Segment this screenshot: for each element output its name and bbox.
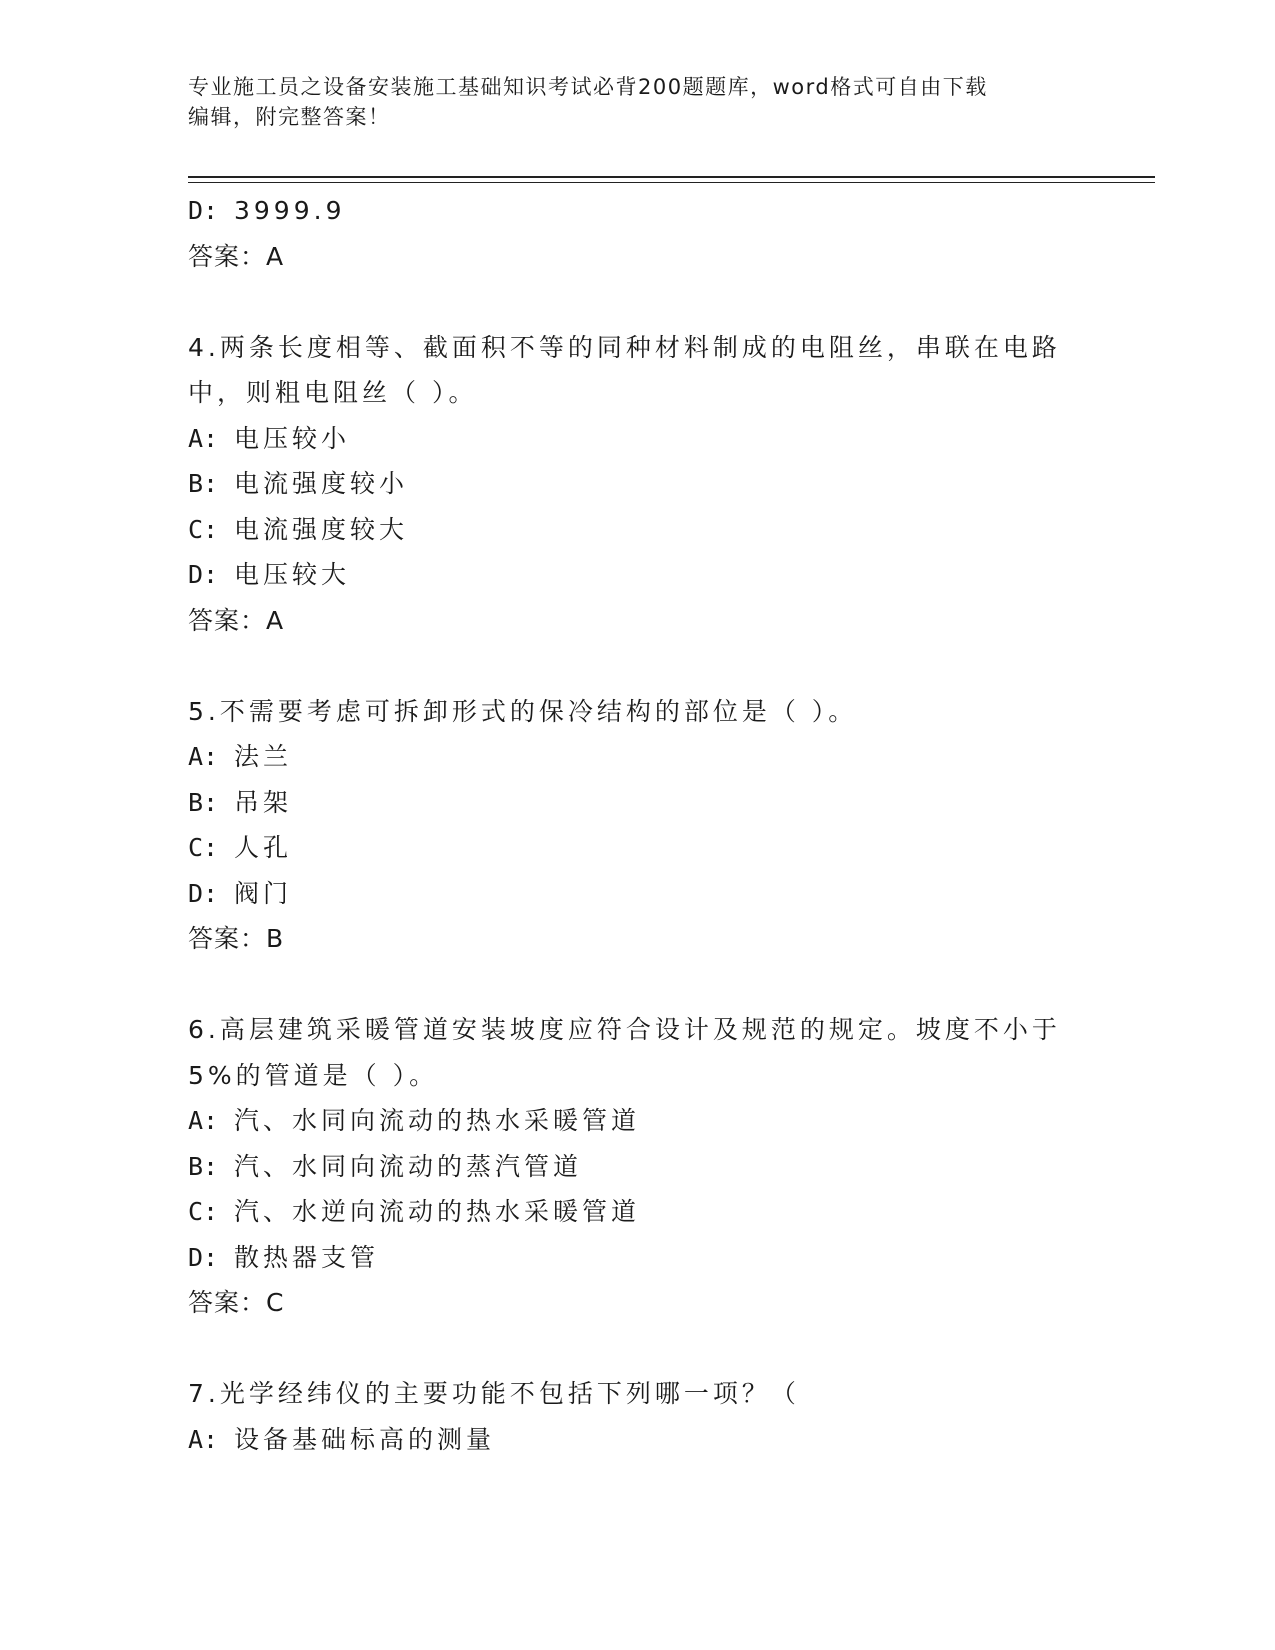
option-text: 人孔 (234, 833, 293, 862)
question-stem: 4.两条长度相等、截面积不等的同种材料制成的电阻丝，串联在电路 (188, 332, 1061, 362)
answer-label: 答案： (188, 1288, 267, 1317)
option-key: B: (188, 469, 219, 498)
option-key: B: (188, 1151, 219, 1181)
option-text: 汽、水逆向流动的热水采暖管道 (234, 1197, 641, 1226)
option-key: A: (188, 1106, 219, 1135)
spacer (188, 962, 1088, 1008)
option-d (188, 871, 1088, 917)
spacer (188, 279, 1088, 325)
question-stem: 5.不需要考虑可拆卸形式的保冷结构的部位是（ ）。 (188, 696, 858, 726)
option-key: A: (188, 423, 219, 453)
option-key: D: (188, 1242, 219, 1272)
question-stem: 6.高层建筑采暖管道安装坡度应符合设计及规范的规定。坡度不小于 (188, 1015, 1061, 1044)
option-c (188, 1189, 1088, 1235)
option-d (188, 552, 1088, 598)
option-text: 吊架 (234, 787, 293, 817)
option-text: 汽、水同向流动的蒸汽管道 (234, 1151, 583, 1181)
answer-label: 答案： (188, 924, 267, 953)
option-a (188, 1098, 1088, 1144)
question-5 (188, 689, 1088, 962)
header-title-line-2: 编辑，附完整答案！ (188, 105, 391, 129)
header-divider-thick (188, 176, 1155, 178)
option-text: 设备基础标高的测量 (234, 1424, 496, 1454)
option-c (188, 825, 1088, 871)
answer-line (188, 1280, 1088, 1326)
option-a (188, 734, 1088, 780)
option-text: 电压较大 (234, 560, 351, 589)
option-a (188, 416, 1088, 462)
option-text: 汽、水同向流动的热水采暖管道 (234, 1106, 641, 1135)
question-stem-continued: 中，则粗电阻丝（ ）。 (188, 378, 478, 407)
option-text: 法兰 (234, 742, 293, 771)
option-key: A: (188, 1424, 219, 1454)
answer-value: C (266, 1288, 285, 1317)
option-key: C: (188, 514, 219, 544)
option-c (188, 507, 1088, 553)
header-title-line-1: 专业施工员之设备安装施工基础知识考试必背200题题库，word格式可自由下载 (188, 75, 988, 99)
answer-label: 答案： (188, 605, 267, 635)
option-key: A: (188, 742, 219, 771)
answer-line (188, 916, 1088, 962)
option-key: C: (188, 833, 219, 862)
option-text: 阀门 (234, 878, 293, 908)
option-text: 散热器支管 (234, 1242, 380, 1272)
document-header (188, 72, 1088, 132)
answer-value: A (266, 605, 285, 635)
question-stem: 7.光学经纬仪的主要功能不包括下列哪一项？（ (188, 1379, 800, 1408)
option-d (188, 1235, 1088, 1281)
option-d (188, 188, 1088, 234)
option-text: 3999.9 (234, 196, 346, 225)
question-list (188, 188, 1088, 1462)
option-b (188, 461, 1088, 507)
question-4 (188, 325, 1088, 644)
option-key: D: (188, 878, 219, 908)
option-key: D: (188, 560, 219, 589)
option-b (188, 780, 1088, 826)
header-divider-thin (188, 182, 1155, 183)
answer-value: B (266, 924, 285, 953)
spacer (188, 643, 1088, 689)
question-stem-continued: 5%的管道是（ ）。 (188, 1060, 439, 1090)
option-key: B: (188, 787, 219, 817)
option-text: 电流强度较大 (234, 514, 409, 544)
answer-line (188, 234, 1088, 280)
option-key: C: (188, 1197, 219, 1226)
question-6 (188, 1007, 1088, 1326)
question-7 (188, 1371, 1088, 1462)
answer-line (188, 598, 1088, 644)
spacer (188, 1326, 1088, 1372)
answer-label: 答案： (188, 241, 267, 271)
option-text: 电流强度较小 (234, 469, 409, 498)
option-b (188, 1144, 1088, 1190)
option-text: 电压较小 (234, 423, 351, 453)
option-a (188, 1417, 1088, 1463)
answer-value: A (266, 241, 285, 271)
option-key: D: (188, 196, 219, 225)
